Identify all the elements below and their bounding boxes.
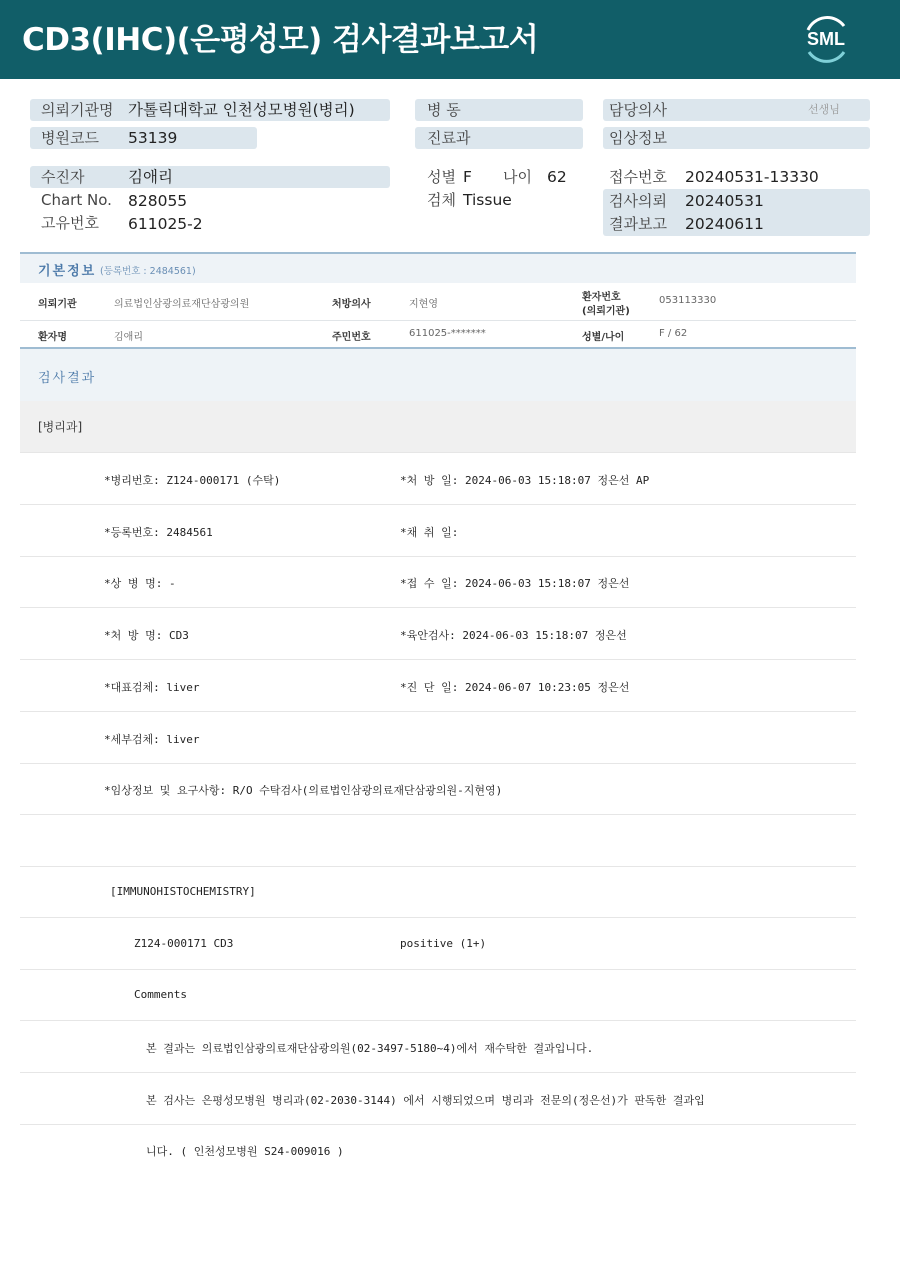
specimen-value: Tissue [463,191,512,209]
ward-label: 병 동 [427,101,461,119]
sex-value: F [463,168,472,186]
age-label: 나이 [503,168,532,186]
patient-name-key: 환자명 [38,332,67,343]
result-line [20,763,856,815]
department-label: 진료과 [427,129,471,147]
test-request-label: 검사의뢰 [609,192,667,210]
ihc-result: positive (1+) [400,937,487,950]
result-line [20,712,856,764]
chart-no-label: Chart No. [41,191,112,209]
result-line-right: *채 취 일: [400,526,459,539]
receipt-no-label: 접수번호 [609,168,667,186]
result-line [20,505,856,557]
institution-value: 가톨릭대학교 인천성모병원(병리) [128,101,355,119]
result-line-left: *상 병 명: - [104,577,176,590]
result-line [20,815,856,867]
sex-label: 성별 [427,168,456,186]
institution-val: 의료법인삼광의료재단삼광의원 [114,299,250,310]
comment-text: 본 검사는 은평성모병원 병리과(02-2030-3144) 에서 시행되었으며 병리과 전문의(정은선)가 판독한 결과입 [146,1094,705,1107]
result-report-value: 20240611 [685,215,764,233]
result-line [20,556,856,608]
patient-no-key-sub: (의뢰기관) [582,306,630,317]
result-line-left: *처 방 명: CD3 [104,629,189,642]
hospital-code-value: 53139 [128,129,178,147]
report-header [0,0,900,79]
result-line-right: *처 방 일: 2024-06-03 15:18:07 정은선 AP [400,474,650,487]
institution-key: 의뢰기관 [38,299,77,310]
result-line-left: *병리번호: Z124-000171 (수탁) [104,474,281,487]
result-line [20,918,856,970]
result-line-right: *접 수 일: 2024-06-03 15:18:07 정은선 [400,577,630,590]
report-title: CD3(IHC)(은평성모) 검사결과보고서 [22,22,539,58]
basic-info-row [20,283,856,321]
result-line [20,1021,856,1073]
result-line [20,866,856,918]
institution-label: 의뢰기관명 [41,101,114,119]
result-line [20,453,856,505]
basic-info-reg-no: (등록번호 : 2484561) [100,266,196,277]
result-line [20,969,856,1021]
sex-age-val: F / 62 [659,328,688,339]
ihc-specimen: Z124-000171 CD3 [134,937,234,950]
doctor-label: 담당의사 [609,101,667,119]
comment-text: 본 결과는 의료법인삼광의료재단삼광의원(02-3497-5180~4)에서 재수탁한 결과입니다. [146,1042,594,1055]
patient-value: 김애리 [128,168,173,186]
unique-no-value: 611025-2 [128,215,203,233]
age-value: 62 [547,168,567,186]
basic-info-row [20,321,856,347]
result-line-left: *대표검체: liver [104,681,200,694]
resident-no-key: 주민번호 [332,332,371,343]
logo-text: SML [807,29,845,49]
patient-no-key: 환자번호 [582,292,621,303]
results-title: 검사결과 [38,371,97,386]
doctor-suffix: 선생님 [808,103,840,116]
sml-logo [800,12,852,66]
chart-no-value: 828055 [128,192,188,210]
result-line-left: *등록번호: 2484561 [104,526,213,539]
basic-info-title: 기본정보 [38,264,97,279]
result-line [20,1073,856,1125]
comments-label: Comments [134,988,187,1001]
comment-text: 니다. ( 인천성모병원 S24-009016 ) [146,1145,344,1158]
result-line [20,660,856,712]
patient-name-val: 김애리 [114,332,143,343]
patient-no-val: 053113330 [659,295,717,306]
receipt-no-value: 20240531-13330 [685,168,819,186]
ihc-heading: [IMMUNOHISTOCHEMISTRY] [110,885,256,898]
patient-label: 수진자 [41,168,85,186]
result-line-right: *진 단 일: 2024-06-07 10:23:05 정은선 [400,681,630,694]
hospital-code-label: 병원코드 [41,129,99,147]
results-header [20,347,856,401]
clinical-info-label: 임상정보 [609,129,667,147]
unique-no-label: 고유번호 [41,214,99,232]
prescriber-key: 처방의사 [332,299,371,310]
sex-age-key: 성별/나이 [582,332,625,343]
result-line-left: *세부검체: liver [104,733,200,746]
basic-info-header [20,252,856,283]
specimen-label: 검체 [427,191,456,209]
prescriber-val: 지현영 [409,299,438,310]
result-report-label: 결과보고 [609,215,667,233]
result-line-right: *육안검사: 2024-06-03 15:18:07 정은선 [400,629,627,642]
result-line [20,608,856,660]
result-line [20,1124,856,1176]
test-request-value: 20240531 [685,192,764,210]
department-row [20,401,856,453]
department-name: [병리과] [38,420,83,434]
resident-no-val: 611025-******* [409,328,486,339]
result-line-left: *임상정보 및 요구사항: R/O 수탁검사(의료법인삼광의료재단삼광의원-지현영) [104,784,503,797]
